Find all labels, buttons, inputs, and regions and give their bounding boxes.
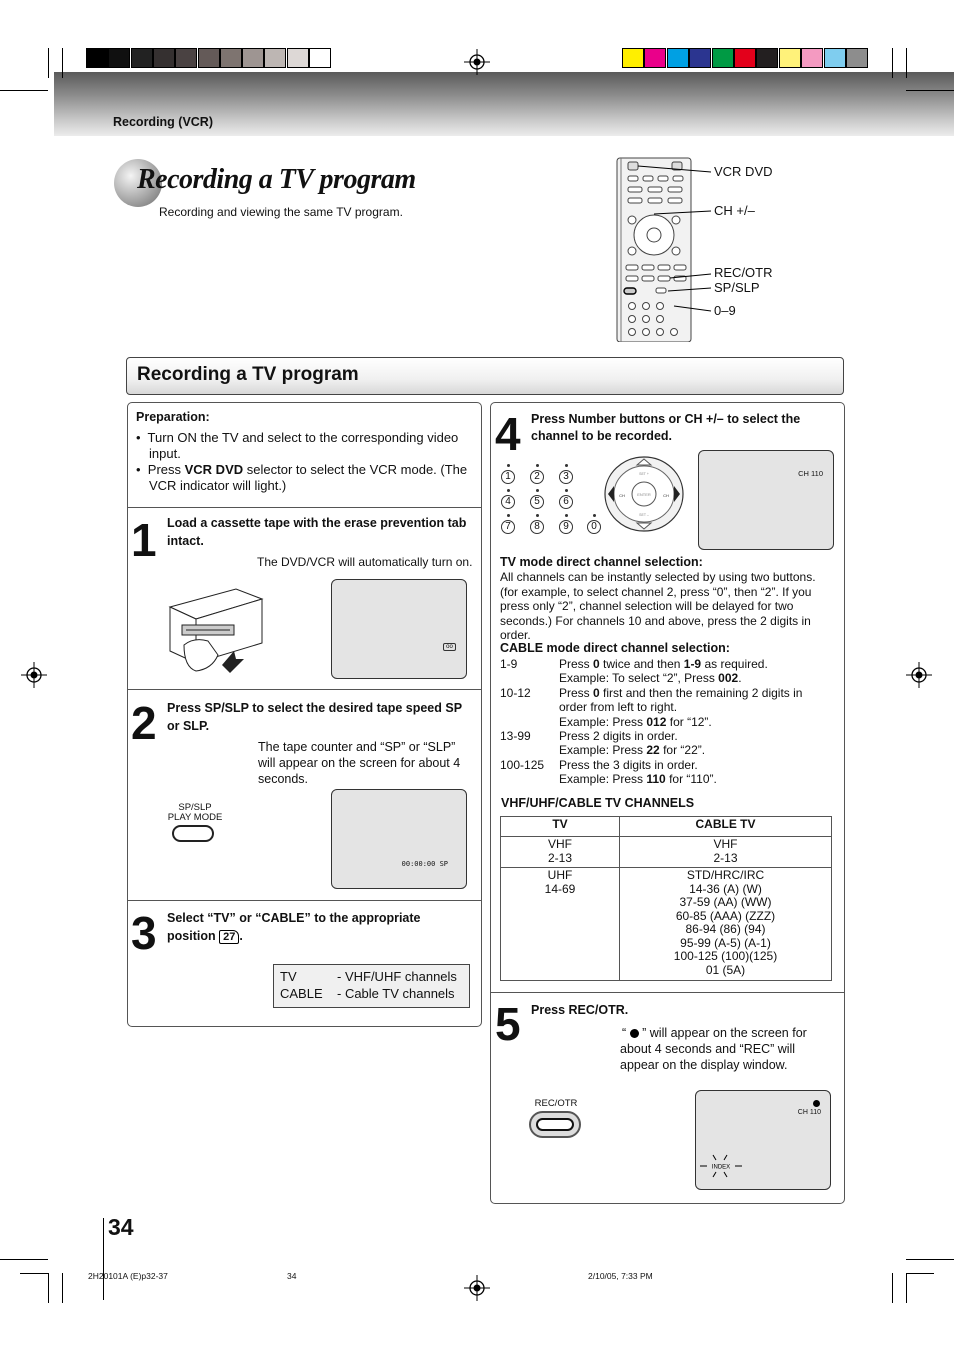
sp-slp-button-label: SP/SLP PLAY MODE [167,802,223,823]
channel-display: CH 110 [797,1109,821,1116]
channel-display: CH 110 [798,469,823,478]
step-5-number: 5 [495,998,521,1050]
sp-slp-button[interactable] [172,825,214,842]
step-5-note: “ ” will appear on the screen for about 4 seconds and “REC” will appear on the display window. [620,1026,807,1072]
number-key-7[interactable]: 7 [501,520,515,534]
tv-screen-step-1 [331,579,467,679]
channels-header-cable: CABLE TV [620,817,832,837]
step-2-instruction: Press SP/SLP to select the desired tape speed SP or SLP. [167,701,462,733]
crop-mark [906,1259,954,1260]
remote-label-rec-otr: REC/OTR [714,265,773,280]
svg-text:SET +: SET + [639,472,649,476]
vcr-cassette-insert-illustration [166,585,266,677]
cable-mode-heading: CABLE mode direct channel selection: [500,641,730,655]
step-2-number: 2 [131,697,157,749]
color-swatch [779,48,801,68]
step-2-note: The tape counter and “SP” or “SLP” will appear on the screen for about 4 seconds. [258,740,461,786]
crop-mark [892,48,893,78]
rec-otr-button[interactable] [529,1111,581,1138]
gray-swatch [220,48,242,68]
cable-row: Example: To select “2”, Press 002. [559,671,742,686]
cassette-icon: oo [443,643,456,651]
cable-row: 100-125 Press the 3 digits in order. [500,757,698,772]
svg-text:ENTER: ENTER [637,492,651,497]
remote-label-digits: 0–9 [714,303,736,318]
record-indicator-icon [813,1100,820,1107]
section-title: Recording a TV program [137,364,359,385]
color-swatch [644,48,666,68]
color-swatch [824,48,846,68]
registration-mark-icon [464,1275,490,1301]
preparation-heading: Preparation: [136,410,210,424]
color-swatch [846,48,868,68]
number-key-5[interactable]: 5 [530,495,544,509]
gray-swatch [309,48,331,68]
tv-screen-step-4 [698,450,834,550]
channels-cell: VHF 2-13 [620,837,832,868]
channels-table-heading: VHF/UHF/CABLE TV CHANNELS [501,796,695,810]
crop-mark [48,1273,49,1303]
navigation-pad-illustration [603,455,685,533]
preparation-bullet-2: • Press VCR DVD selector to select the VCR mode. (The VCR indicator will light.) [136,462,468,493]
divider [128,689,481,690]
number-key-0[interactable]: 0 [587,520,601,534]
cable-row: 1-9 Press 0 twice and then 1-9 as required. [500,657,768,671]
crop-mark [0,90,48,91]
crop-mark [48,48,49,78]
preparation-bullet-1: • Turn ON the TV and select to the corresponding video input. [136,430,459,461]
cable-row: order from left to right. [559,700,678,715]
crop-mark [62,48,63,78]
remote-label-sp-slp: SP/SLP [714,280,760,295]
tv-mode-text: All channels can be instantly selected by using two buttons. (for example, to select channel 2, press “0”, then “2”. If you press only “2”, channel selection will be delayed for two seconds.) For channels 10 and above, press the 2 digits in order. [500,570,816,642]
crop-mark [906,1273,934,1274]
registration-mark-icon [21,662,47,688]
crop-mark [20,1273,48,1274]
svg-text:CH: CH [663,493,669,498]
page-subtitle: Recording and viewing the same TV program. [159,205,403,219]
step-5-instruction: Press REC/OTR. [531,1003,629,1017]
crop-mark [103,1218,104,1300]
step-1-instruction: Load a cassette tape with the erase prevention tab intact. [167,516,467,548]
crop-mark [0,1259,48,1260]
channels-cell: VHF 2-13 [501,837,620,868]
switch-key-tv: TV [280,969,297,984]
channels-table [500,816,832,981]
tv-mode-heading: TV mode direct channel selection: [500,555,703,569]
channels-cell: STD/HRC/IRC 14-36 (A) (W) 37-59 (AA) (WW) 60-85 (AAA) (ZZZ) 86-94 (86) (94) 95-99 (A-5) (A-1) 100-125 (100)(125) 01 (5A) [620,868,832,981]
step-4-number: 4 [495,408,521,460]
remote-label-ch: CH +/– [714,203,755,218]
tv-screen-step-2 [331,789,467,889]
divider [128,900,481,901]
gray-swatch [131,48,153,68]
svg-text:CH: CH [619,493,625,498]
gray-swatch [153,48,175,68]
color-swatch [756,48,778,68]
cable-row: Example: Press 012 for “12”. [559,714,712,729]
page-title: Recording a TV program [137,164,416,195]
key-indicator-dot [536,464,539,467]
cable-row: 10-12 Press 0 first and then the remaining 2 digits in [500,685,803,700]
number-key-6[interactable]: 6 [559,495,573,509]
switch-key-cable: CABLE [280,986,323,1001]
color-swatch [689,48,711,68]
key-indicator-dot [507,514,510,517]
crop-mark [906,48,907,78]
page-reference-badge: 27 [219,930,239,944]
number-key-2[interactable]: 2 [530,470,544,484]
color-swatch [801,48,823,68]
remote-label-vcr-dvd: VCR DVD [714,164,773,179]
record-dot-icon [630,1029,639,1038]
divider [128,507,481,508]
crop-mark [892,1273,893,1303]
footer-file: 2H20101A (E)p32-37 [88,1271,168,1281]
number-key-3[interactable]: 3 [559,470,573,484]
gray-swatch [242,48,264,68]
gray-swatch [108,48,130,68]
color-swatch [734,48,756,68]
number-key-9[interactable]: 9 [559,520,573,534]
gray-swatch [86,48,108,68]
step-1-note: The DVD/VCR will automatically turn on. [257,555,473,569]
gray-swatch [264,48,286,68]
number-key-8[interactable]: 8 [530,520,544,534]
gray-swatch [175,48,197,68]
key-indicator-dot [507,489,510,492]
crop-mark [906,1273,907,1303]
footer-date: 2/10/05, 7:33 PM [588,1271,653,1281]
crop-mark [906,90,954,91]
key-indicator-dot [565,489,568,492]
index-flash-icon [699,1153,743,1181]
step-1-number: 1 [131,514,157,566]
rec-otr-button-label: REC/OTR [534,1098,578,1109]
channels-header-tv: TV [501,817,620,837]
step-3-instruction: Select “TV” or “CABLE” to the appropriate position 27 . [167,911,421,943]
index-label: INDEX [711,1164,731,1171]
key-indicator-dot [507,464,510,467]
gray-swatch [198,48,220,68]
number-key-4[interactable]: 4 [501,495,515,509]
svg-text:SET –: SET – [639,513,649,517]
key-indicator-dot [536,514,539,517]
switch-value-tv: - VHF/UHF channels [337,969,457,984]
cable-row: Example: Press 110 for “110”. [559,772,717,787]
page-number: 34 [108,1214,134,1240]
section-header: Recording (VCR) [113,115,213,129]
cable-row: Example: Press 22 for “22”. [559,743,706,758]
registration-mark-icon [464,49,490,75]
number-key-1[interactable]: 1 [501,470,515,484]
key-indicator-dot [593,514,596,517]
step-4-instruction: Press Number buttons or CH +/– to select the channel to be recorded. [531,412,801,443]
color-swatch [712,48,734,68]
cable-row: 13-99 Press 2 digits in order. [500,729,678,744]
key-indicator-dot [565,464,568,467]
channels-cell: UHF 14-69 [501,868,620,981]
key-indicator-dot [536,489,539,492]
tape-counter-display: 00:00:00 SP [401,860,448,868]
tv-cable-switch-table [273,964,470,1008]
tv-screen-step-5 [695,1090,831,1190]
color-swatch [622,48,644,68]
divider [491,992,844,993]
section-bar [126,357,844,395]
color-swatch [667,48,689,68]
cable-mode-list [500,657,835,787]
switch-value-cable: - Cable TV channels [337,986,455,1001]
registration-mark-icon [906,662,932,688]
footer-page: 34 [287,1271,297,1281]
step-3-number: 3 [131,907,157,959]
gray-swatch [287,48,309,68]
remote-control-illustration [612,156,712,342]
crop-mark [62,1273,63,1303]
key-indicator-dot [565,514,568,517]
